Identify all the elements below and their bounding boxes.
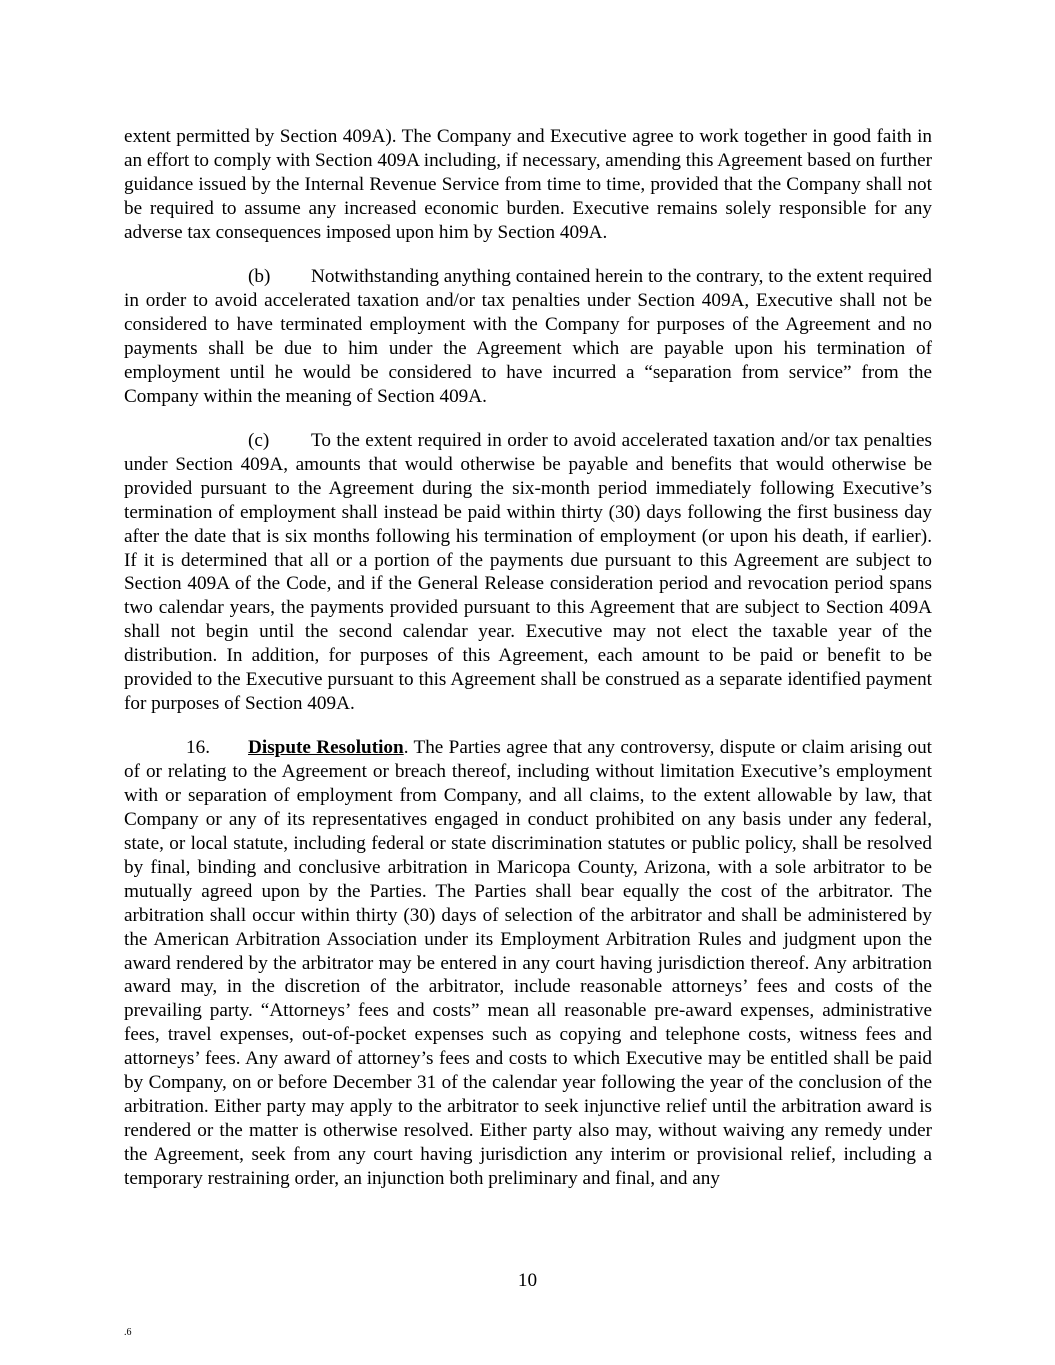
page-number: 10 xyxy=(517,1270,538,1291)
footer-document-code: .6 xyxy=(124,1327,132,1338)
paragraph-text: Notwithstanding anything contained herein to the contrary, to the extent required in order to avoid accelerated taxation and/or tax penalties under Section 409A, Executive shall not be considered to have terminated employment with the Company for purposes of the Agreement and no payments shall be due to him under the Agreement which are payable upon his termination of employment until he would be considered to have incurred a “separation from service” from the Company within the meaning of Section 409A. xyxy=(124,266,932,407)
subsection-label: (b) xyxy=(248,266,271,288)
section-heading-suffix: . xyxy=(403,737,409,759)
section-number: 16. xyxy=(186,737,210,759)
section-heading: Dispute Resolution xyxy=(248,737,404,759)
paragraph-subsection-c xyxy=(124,429,932,716)
paragraph-text: extent permitted by Section 409A). The Company and Executive agree to work together in good faith in an effort to comply with Section 409A including, if necessary, amending this Agreement based on further guidance issued by the Internal Revenue Service from time to time, provided that the Company shall not be required to assume any increased economic burden. Executive remains solely responsible for any adverse tax consequences imposed upon him by Section 409A. xyxy=(124,126,932,243)
subsection-label: (c) xyxy=(248,429,270,451)
paragraph-section-16 xyxy=(124,736,932,1190)
paragraph-text: The Parties agree that any controversy, dispute or claim arising out of or relating to the Agreement or breach thereof, including without limitation Executive’s employment with or separation of employment from Company, and all claims, to the extent allowable by law, that Company or any of its representatives engaged in conduct prohibited on any basis under any federal, state, or local statute, including federal or state discrimination statutes or public policy, shall be resolved by final, binding and conclusive arbitration in Maricopa County, Arizona, with a sole arbitrator to be mutually agreed upon by the Parties. The Parties shall bear equally the cost of the arbitrator. The arbitration shall occur within thirty (30) days of selection of the arbitrator and shall be administered by the American Arbitration Association under its Employment Arbitration Rules and judgment upon the award rendered by the arbitrator may be entered in any court having jurisdiction thereof. Any arbitration award may, in the discretion of the arbitrator, include reasonable attorneys’ fees and costs of the prevailing party. “Attorneys’ fees and costs” mean all reasonable pre-award expenses, administrative fees, travel expenses, out-of-pocket expenses such as copying and telephone costs, witness fees and attorneys’ fees. Any award of attorney’s fees and costs to which Executive may be entitled shall be paid by Company, on or before December 31 of the calendar year following the year of the conclusion of the arbitration. Either party may apply to the arbitrator to seek injunctive relief until the arbitration award is rendered or the matter is otherwise resolved. Either party also may, without waiving any remedy under the Agreement, seek from any court having jurisdiction any interim or provisional relief, including a temporary restraining order, an injunction both preliminary and final, and any xyxy=(124,737,932,1189)
paragraph-subsection-b xyxy=(124,265,932,408)
paragraph-text: To the extent required in order to avoid accelerated taxation and/or tax penalties under Section 409A, amounts that would otherwise be payable and benefits that would otherwise be provided pursuant to the Agreement during the six-month period immediately following Executive’s termination of employment shall instead be paid within thirty (30) days following the first business day after the date that is six months following his termination of employment (or upon his death, if earlier). If it is determined that all or a portion of the payments due pursuant to this Agreement are subject to Section 409A of the Code, and if the General Release consideration period and revocation period spans two calendar years, the payments provided pursuant to this Agreement that are subject to Section 409A shall not begin until the second calendar year. Executive may not elect the taxable year of the distribution. In addition, for purposes of this Agreement, each amount to be paid or benefit to be provided to the Executive pursuant to this Agreement shall be construed as a separate identified payment for purposes of Section 409A. xyxy=(124,429,932,714)
paragraph-409a-continuation xyxy=(124,125,932,245)
document-body xyxy=(124,125,932,1211)
